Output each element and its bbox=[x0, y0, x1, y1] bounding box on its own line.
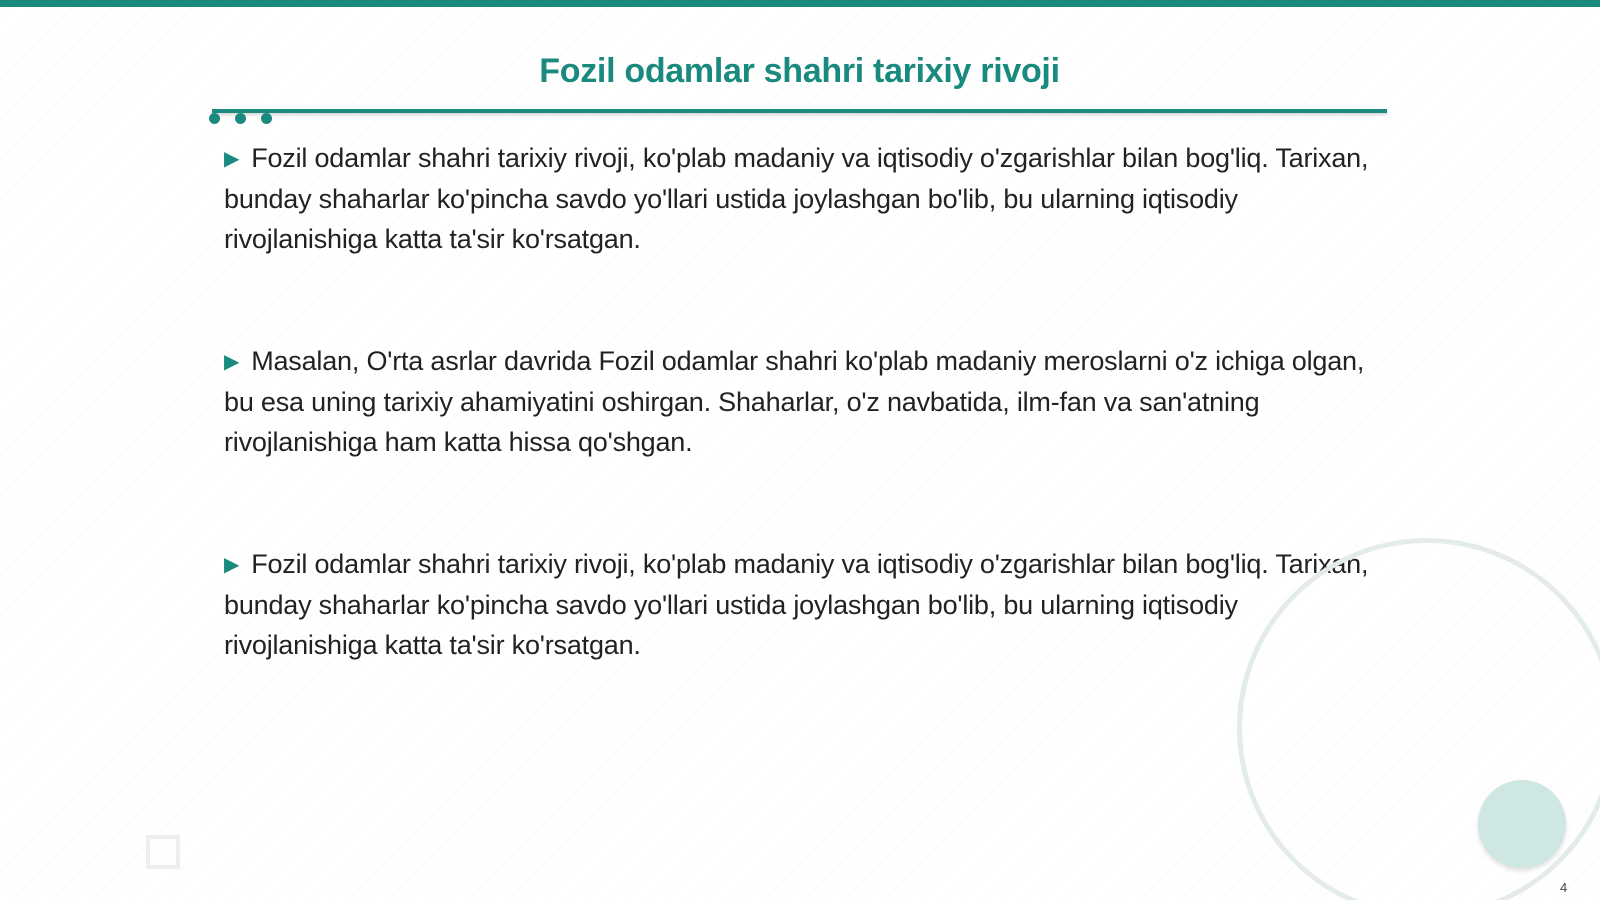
triangle-bullet-icon: ▶ bbox=[224, 148, 240, 170]
bullet-item bbox=[224, 341, 1384, 462]
title-underline bbox=[212, 109, 1387, 113]
bullet-text: Fozil odamlar shahri tarixiy rivoji, ko'plab madaniy va iqtisodiy o'zgarishlar bilan bog'liq. Tarixan, bunday shaharlar ko'pincha savdo yo'llari ustida joylashgan bo'lib, bu ularning iqtisodiy rivojlanishiga katta ta'sir ko'rsatgan. bbox=[224, 549, 1369, 660]
triangle-bullet-icon: ▶ bbox=[224, 554, 240, 576]
page-number: 4 bbox=[1560, 880, 1568, 895]
decor-dot bbox=[261, 113, 272, 124]
bullet-item bbox=[224, 138, 1384, 259]
top-accent-bar bbox=[0, 0, 1600, 7]
bullet-item bbox=[224, 544, 1384, 665]
slide-title: Fozil odamlar shahri tarixiy rivoji bbox=[539, 52, 1060, 90]
bullet-text: Masalan, O'rta asrlar davrida Fozil odamlar shahri ko'plab madaniy meroslarni o'z ichiga olgan, bu esa uning tarixiy ahamiyatini oshirgan. Shaharlar, o'z navbatida, ilm-fan va san'atning rivojlanishiga ham katta hissa qo'shgan. bbox=[224, 346, 1365, 457]
decor-dot bbox=[209, 113, 220, 124]
bullet-list bbox=[224, 138, 1384, 747]
bullet-text: Fozil odamlar shahri tarixiy rivoji, ko'plab madaniy va iqtisodiy o'zgarishlar bilan bog'liq. Tarixan, bunday shaharlar ko'pincha savdo yo'llari ustida joylashgan bo'lib, bu ularning iqtisodiy rivojlanishiga katta ta'sir ko'rsatgan. bbox=[224, 143, 1369, 254]
decor-circle bbox=[1478, 780, 1566, 868]
decor-square-outline bbox=[146, 835, 180, 869]
triangle-bullet-icon: ▶ bbox=[224, 351, 240, 373]
decor-dot bbox=[235, 113, 246, 124]
